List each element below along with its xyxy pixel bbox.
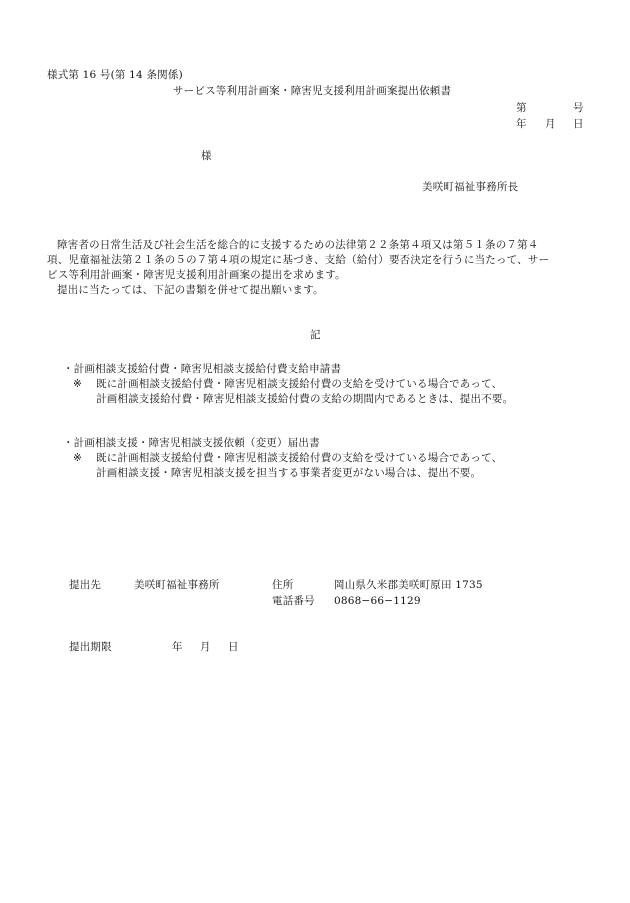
item-note-line: 計画相談支援・障害児相談支援を担当する事業者変更がない場合は、提出不要。 [96, 467, 482, 479]
item-heading: ・計画相談支援・障害児相談支援依頼（変更）届出書 [63, 437, 320, 449]
submission-dest-value: 美咲町福祉事務所 [134, 579, 220, 591]
item-heading: ・計画相談支援給付費・障害児相談支援給付費支給申請書 [63, 363, 342, 375]
body-para1-line1: 障害者の日常生活及び社会生活を総合的に支援するための法律第２２条第４項又は第５１条の７第４ [57, 239, 539, 251]
note-mark: ※ [73, 452, 82, 464]
submission-address-label: 住所 [272, 579, 294, 591]
item-note-line: 既に計画相談支援給付費・障害児相談支援給付費の支給を受けている場合であって、 [96, 378, 503, 390]
ki-heading: 記 [310, 329, 321, 341]
doc-number-prefix: 第 [516, 102, 527, 114]
addressee-honorific: 様 [201, 150, 212, 162]
deadline-label: 提出期限 [69, 641, 112, 653]
body-para2: 提出に当たっては、下記の書類を併せて提出願います。 [57, 284, 324, 296]
deadline-year: 年 [172, 641, 183, 653]
deadline-day: 日 [228, 641, 239, 653]
submission-phone-label: 電話番号 [272, 595, 315, 607]
date-year: 年 [516, 118, 527, 130]
date-day: 日 [573, 118, 584, 130]
document-title: サービス等利用計画案・障害児支援利用計画案提出依頼書 [173, 85, 452, 97]
item-note-line: 既に計画相談支援給付費・障害児相談支援給付費の支給を受けている場合であって、 [96, 452, 503, 464]
submission-phone-value: 0868−66−1129 [334, 595, 421, 607]
deadline-month: 月 [200, 641, 211, 653]
body-para1-line3: ビス等利用計画案・障害児支援利用計画案の提出を求めます。 [47, 269, 346, 281]
item-note-line: 計画相談支援給付費・障害児相談支援給付費の支給の期間内であるときは、提出不要。 [96, 393, 514, 405]
form-number: 様式第 16 号(第 14 条関係) [47, 69, 183, 81]
submission-dest-label: 提出先 [69, 579, 102, 591]
doc-number-suffix: 号 [573, 102, 584, 114]
body-para1-line2: 項、児童福祉法第２１条の５の７第４項の規定に基づき、支給（給付）要否決定を行うに当たって、サー [47, 254, 550, 266]
submission-address-value: 岡山県久米郡美咲町原田 1735 [334, 579, 483, 591]
note-mark: ※ [73, 378, 82, 390]
sender-name: 美咲町福祉事務所長 [422, 181, 519, 193]
date-month: 月 [545, 118, 556, 130]
